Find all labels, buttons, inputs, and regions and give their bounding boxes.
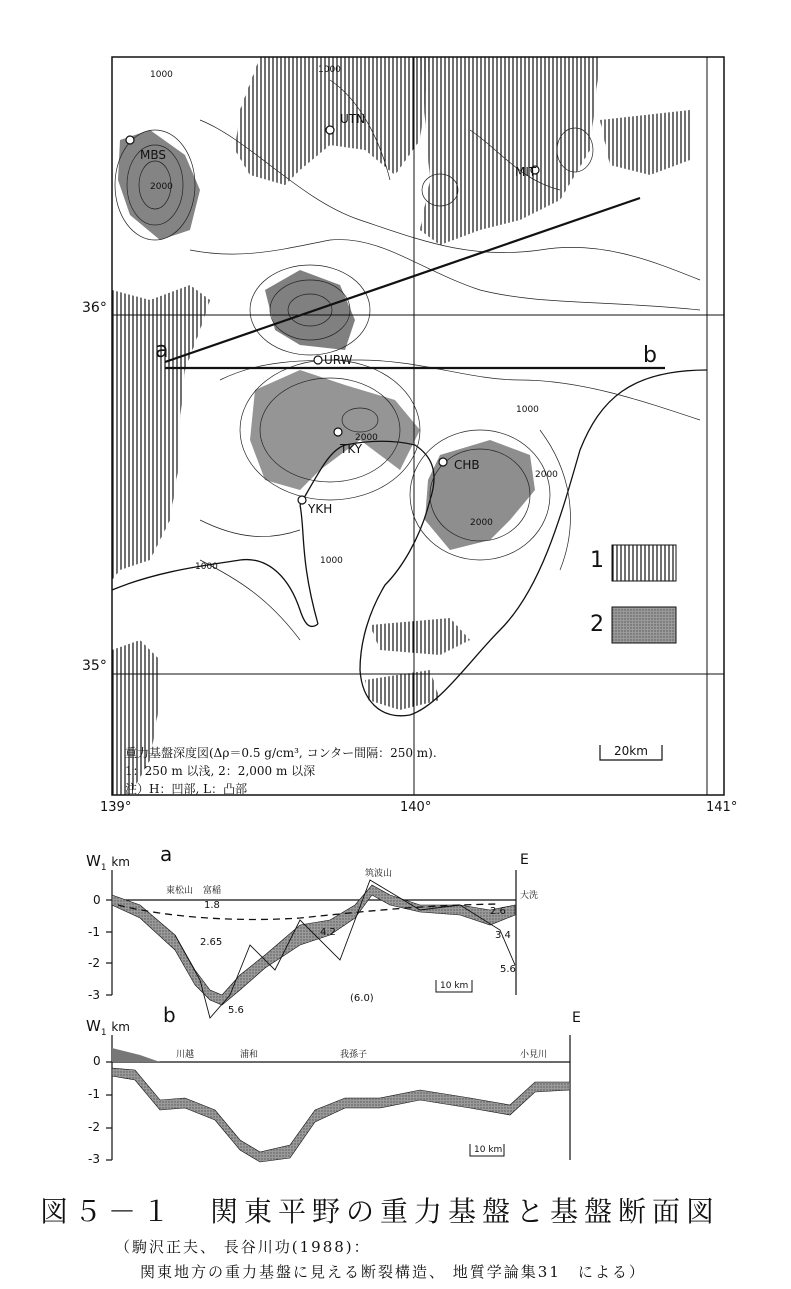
section-a-value: 5.6 bbox=[228, 1005, 244, 1016]
station-label-utn: UTN bbox=[340, 112, 366, 126]
contour-label: 1000 bbox=[320, 556, 343, 566]
section-a-value: 4.2 bbox=[320, 927, 336, 938]
section-b-w-label: $W_1$ km bbox=[86, 1017, 130, 1038]
figure-caption: 図５－１ 関東平野の重力基盤と基盤断面図 bbox=[40, 1195, 721, 1228]
section-a-profile bbox=[112, 880, 515, 1018]
section-a-value: 1.8 bbox=[204, 900, 220, 911]
section-a-scale-label: 10 km bbox=[440, 981, 469, 991]
map-note-line1: 重力基盤深度図(Δρ＝0.5 g/cm³, コンター間隔：250 m). bbox=[125, 746, 437, 760]
contour-label: 1000 bbox=[516, 405, 539, 415]
station-label-mit: MIT bbox=[515, 165, 537, 179]
map-scale-label: 20km bbox=[614, 744, 648, 758]
contour-label: 2000 bbox=[535, 470, 558, 480]
map-note-line3: 注）H：凹部, L：凸部 bbox=[125, 782, 248, 796]
section-b-place: 浦和 bbox=[240, 1050, 259, 1060]
section-a-place: 筑波山 bbox=[365, 869, 393, 879]
section-b-e-label: E bbox=[572, 1010, 581, 1026]
caption-citation-line2: 関東地方の重力基盤に見える断裂構造、 地質学論集31 による） bbox=[140, 1263, 646, 1281]
contour-label: 1000 bbox=[195, 562, 218, 572]
section-b-ytick: 0 bbox=[93, 1054, 101, 1068]
section-a-ytick: -2 bbox=[88, 956, 100, 970]
section-a-place: 富稲 bbox=[203, 886, 222, 896]
profile-a-label: a bbox=[155, 338, 169, 363]
lon-139-label: 139° bbox=[100, 800, 132, 815]
contour-label: 2000 bbox=[355, 433, 378, 443]
section-a-label: a bbox=[160, 842, 173, 866]
section-b-ytick: -2 bbox=[88, 1120, 100, 1134]
contour-label: 1000 bbox=[318, 65, 341, 75]
station-label-ykh: YKH bbox=[308, 502, 333, 516]
station-label-urw: URW bbox=[324, 353, 353, 367]
section-a-place: 東松山 bbox=[166, 886, 194, 896]
legend-2-number: 2 bbox=[590, 612, 604, 637]
section-a-w-label: $W_1$ km bbox=[86, 852, 130, 873]
section-a-value: 5.6 bbox=[500, 964, 516, 975]
lat-35-label: 35° bbox=[82, 658, 107, 674]
section-b-place: 小見川 bbox=[520, 1050, 548, 1060]
section-a-ytick: -3 bbox=[88, 988, 100, 1002]
station-label-chb: CHB bbox=[454, 458, 480, 472]
section-b-scale-label: 10 km bbox=[474, 1145, 503, 1155]
section-b-ytick: -3 bbox=[88, 1152, 100, 1166]
section-a-place: 大洗 bbox=[520, 891, 539, 901]
section-a-ytick: 0 bbox=[93, 893, 101, 907]
section-a-value: 2.6 bbox=[490, 906, 506, 917]
legend-box-1 bbox=[612, 545, 676, 581]
section-a-value: 2.65 bbox=[200, 937, 223, 948]
caption-citation-line1: （駒沢正夫、 長谷川功(1988)： bbox=[115, 1238, 371, 1256]
section-b-place: 我孫子 bbox=[340, 1050, 368, 1060]
lat-36-label: 36° bbox=[82, 300, 107, 316]
contour-label: 2000 bbox=[150, 182, 173, 192]
station-label-tky: TKY bbox=[340, 442, 363, 456]
station-label-mbs: MBS bbox=[140, 148, 166, 162]
legend-1-number: 1 bbox=[590, 548, 604, 573]
section-a-value: (6.0) bbox=[350, 993, 374, 1004]
profile-b-label: b bbox=[643, 343, 657, 368]
section-b-label: b bbox=[163, 1003, 176, 1027]
section-a-e-label: E bbox=[520, 852, 529, 868]
section-b-place: 川越 bbox=[176, 1050, 195, 1060]
section-b-ytick: -1 bbox=[88, 1087, 100, 1101]
section-a-value: 3.4 bbox=[495, 930, 511, 941]
lon-140-label: 140° bbox=[400, 800, 432, 815]
lon-141-label: 141° bbox=[706, 800, 738, 815]
map-note-line2: 1：250 m 以浅, 2：2,000 m 以深 bbox=[125, 764, 316, 778]
contour-label: 1000 bbox=[150, 70, 173, 80]
legend-box-2 bbox=[612, 607, 676, 643]
contour-label: 2000 bbox=[470, 518, 493, 528]
section-a-ytick: -1 bbox=[88, 925, 100, 939]
